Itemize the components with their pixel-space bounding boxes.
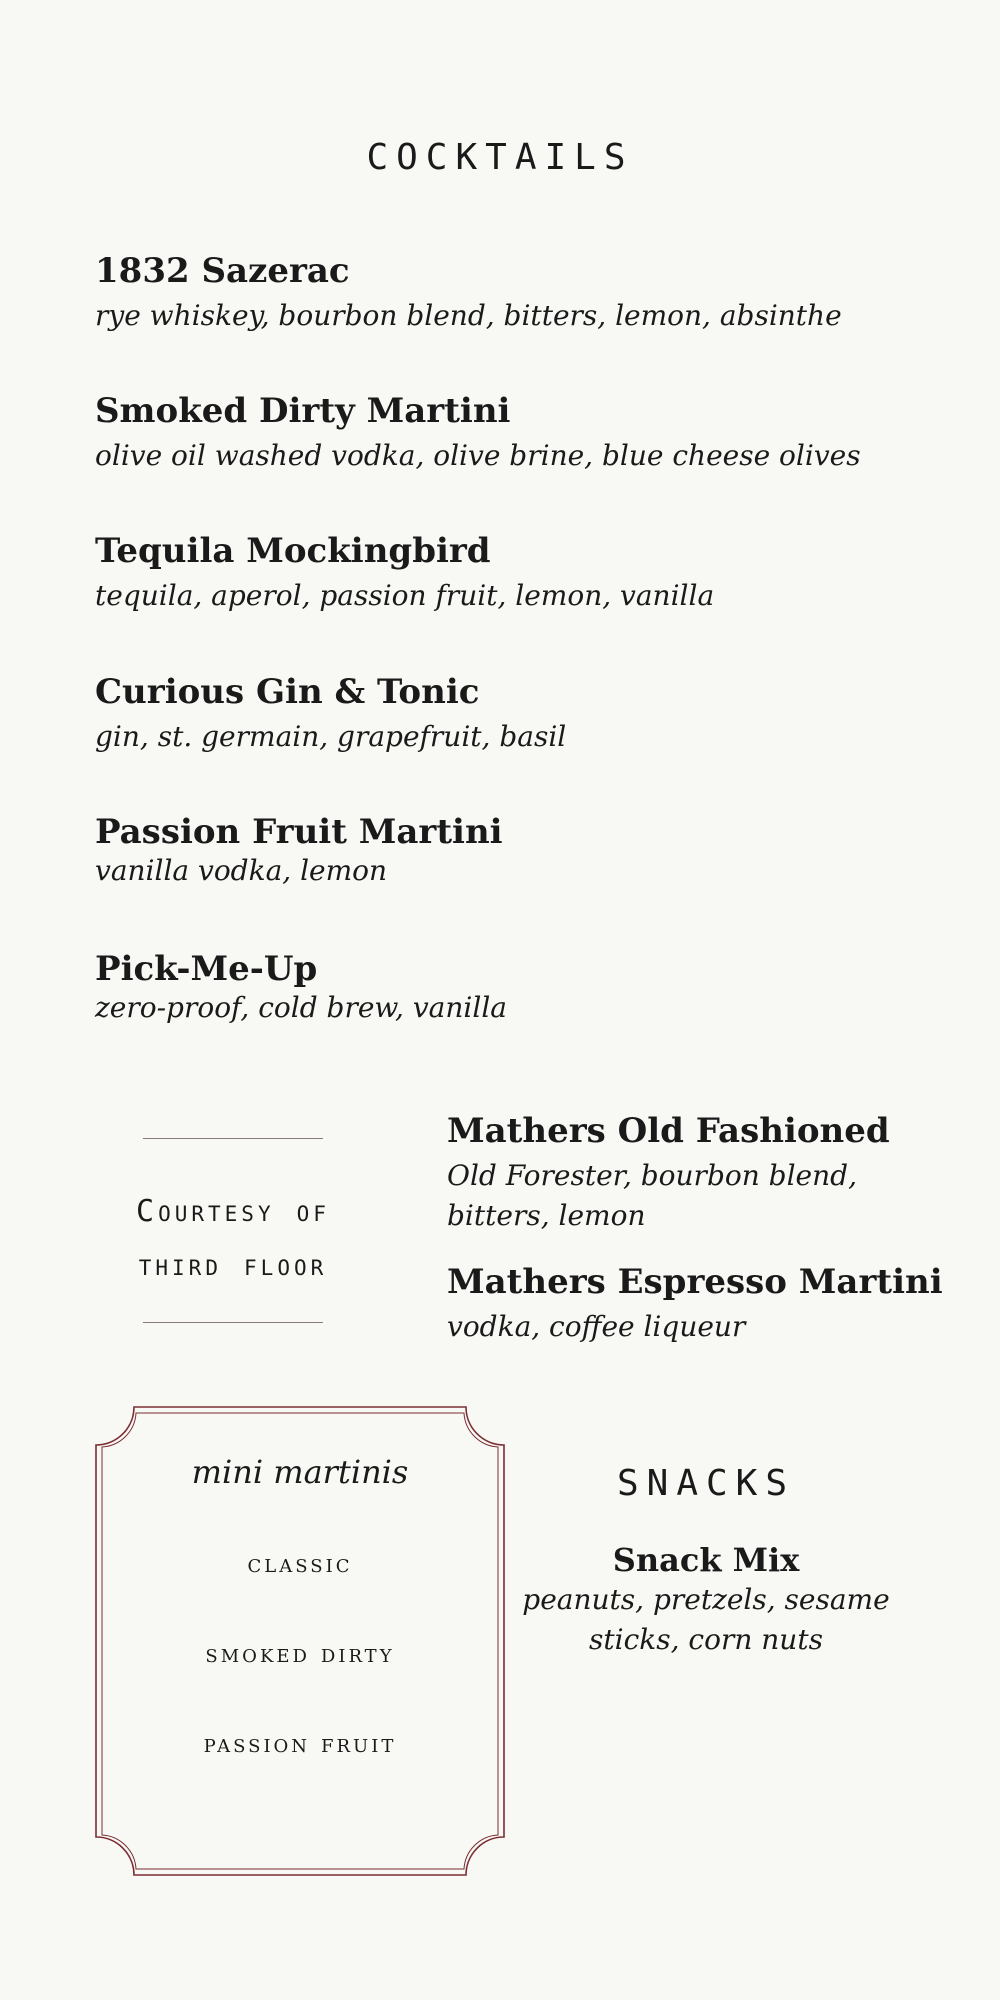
item-description: tequila, aperol, passion fruit, lemon, vanilla	[95, 579, 715, 612]
item-description: Old Forester, bourbon blend, bitters, lemon	[447, 1159, 857, 1232]
courtesy-label	[85, 1185, 381, 1293]
menu-item-smoked-dirty-martini	[95, 390, 955, 474]
item-name: Pick-Me-Up	[95, 949, 318, 989]
item-description: rye whiskey, bourbon blend, bitters, lemon, absinthe	[95, 299, 842, 332]
snack-item-name: Snack Mix	[612, 1541, 800, 1579]
item-description: zero-proof, cold brew, vanilla	[95, 991, 507, 1024]
item-name: Mathers Espresso Martini	[447, 1262, 943, 1302]
menu-item-mathers-old-fashioned	[447, 1110, 967, 1236]
item-name: Tequila Mockingbird	[95, 531, 491, 571]
item-description: gin, st. germain, grapefruit, basil	[95, 720, 567, 753]
snack-item-description: peanuts, pretzels, sesame sticks, corn nuts	[522, 1583, 890, 1656]
divider-top	[143, 1138, 323, 1139]
mini-martini-classic: classic	[247, 1549, 353, 1578]
item-description: vanilla vodka, lemon	[95, 854, 388, 887]
divider-bottom	[143, 1322, 323, 1323]
menu-item-sazerac	[95, 250, 955, 334]
mini-martini-passion-fruit: passion fruit	[203, 1729, 397, 1758]
courtesy-line-1: Courtesy of	[136, 1194, 330, 1229]
item-name: Passion Fruit Martini	[95, 812, 503, 852]
menu-item-passion-fruit-martini	[95, 811, 955, 889]
item-description: vodka, coffee liqueur	[447, 1310, 746, 1343]
courtesy-line-2: third floor	[138, 1248, 328, 1283]
menu-item-pick-me-up	[95, 948, 955, 1026]
menu-item-mathers-espresso-martini	[447, 1261, 967, 1347]
mini-martinis-title: mini martinis	[191, 1453, 409, 1491]
item-name: Mathers Old Fashioned	[447, 1111, 890, 1151]
menu-item-tequila-mockingbird	[95, 530, 955, 614]
mini-martini-smoked-dirty: smoked dirty	[205, 1639, 395, 1668]
item-name: 1832 Sazerac	[95, 251, 350, 291]
item-name: Smoked Dirty Martini	[95, 391, 511, 431]
cocktails-heading: COCKTAILS	[366, 137, 634, 178]
item-name: Curious Gin & Tonic	[95, 672, 480, 712]
snacks-heading: SNACKS	[616, 1463, 796, 1504]
menu-item-curious-gin-tonic	[95, 671, 955, 755]
item-description: olive oil washed vodka, olive brine, blue cheese olives	[95, 439, 861, 472]
